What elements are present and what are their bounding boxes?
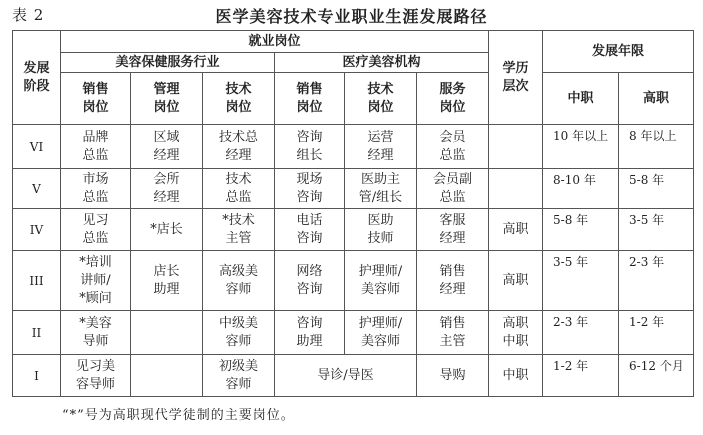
table-row <box>13 209 694 251</box>
table-title: 医学美容技术专业职业生涯发展路径 <box>215 7 488 26</box>
med-technical-cell: 护理师/美容师 <box>345 311 417 355</box>
service-cell: 会员总监 <box>417 125 489 169</box>
management-cell <box>131 355 203 397</box>
header-med-sales: 销售岗位 <box>275 73 345 125</box>
sales-cell: 品牌总监 <box>61 125 131 169</box>
secondary-years-cell: 8-10 年 <box>543 169 619 209</box>
med-technical-cell: 护理师/美容师 <box>345 251 417 311</box>
med-technical-cell: 医助主管/组长 <box>345 169 417 209</box>
stage-cell: II <box>13 311 61 355</box>
header-beauty-industry: 美容保健服务行业 <box>61 53 275 73</box>
secondary-years-cell: 2-3 年 <box>543 311 619 355</box>
header-med-technical: 技术岗位 <box>345 73 417 125</box>
education-cell <box>489 125 543 169</box>
sales-cell: *美容导师 <box>61 311 131 355</box>
table-row <box>13 355 694 397</box>
higher-years-cell: 5-8 年 <box>619 169 694 209</box>
header-management: 管理岗位 <box>131 73 203 125</box>
higher-years-cell: 1-2 年 <box>619 311 694 355</box>
header-years: 发展年限 <box>543 31 694 73</box>
table-number: 表 2 <box>12 6 45 24</box>
med-sales-cell: 现场咨询 <box>275 169 345 209</box>
header-education: 学历层次 <box>489 31 543 125</box>
table-footnote: “*”号为高职现代学徒制的主要岗位。 <box>62 408 295 423</box>
technical-cell: 技术总监 <box>203 169 275 209</box>
stage-cell: III <box>13 251 61 311</box>
technical-cell: 中级美容师 <box>203 311 275 355</box>
secondary-years-cell: 1-2 年 <box>543 355 619 397</box>
header-sales: 销售岗位 <box>61 73 131 125</box>
header-jobs: 就业岗位 <box>61 31 489 53</box>
technical-cell: 技术总经理 <box>203 125 275 169</box>
table-row <box>13 125 694 169</box>
management-cell: *店长 <box>131 209 203 251</box>
med-sales-cell: 网络咨询 <box>275 251 345 311</box>
stage-cell: I <box>13 355 61 397</box>
med-merged-cell: 导诊/导医 <box>275 355 417 397</box>
secondary-years-cell: 3-5 年 <box>543 251 619 311</box>
service-cell: 导购 <box>417 355 489 397</box>
stage-cell: VI <box>13 125 61 169</box>
stage-cell: IV <box>13 209 61 251</box>
career-path-table <box>12 30 694 397</box>
sales-cell: 见习美容导师 <box>61 355 131 397</box>
med-sales-cell: 咨询助理 <box>275 311 345 355</box>
med-technical-cell: 运营经理 <box>345 125 417 169</box>
sales-cell: 见习总监 <box>61 209 131 251</box>
service-cell: 客服经理 <box>417 209 489 251</box>
header-service: 服务岗位 <box>417 73 489 125</box>
management-cell <box>131 311 203 355</box>
table-row <box>13 169 694 209</box>
management-cell: 会所经理 <box>131 169 203 209</box>
med-sales-cell: 咨询组长 <box>275 125 345 169</box>
sales-cell: *培训讲师/*顾问 <box>61 251 131 311</box>
education-cell: 高职 <box>489 251 543 311</box>
technical-cell: *技术主管 <box>203 209 275 251</box>
education-cell <box>489 169 543 209</box>
higher-years-cell: 3-5 年 <box>619 209 694 251</box>
service-cell: 销售主管 <box>417 311 489 355</box>
secondary-years-cell: 10 年以上 <box>543 125 619 169</box>
service-cell: 销售经理 <box>417 251 489 311</box>
higher-years-cell: 2-3 年 <box>619 251 694 311</box>
higher-years-cell: 6-12 个月 <box>619 355 694 397</box>
med-technical-cell: 医助技师 <box>345 209 417 251</box>
header-secondary: 中职 <box>543 73 619 125</box>
table-caption <box>0 4 703 28</box>
higher-years-cell: 8 年以上 <box>619 125 694 169</box>
table-row <box>13 251 694 311</box>
education-cell: 中职 <box>489 355 543 397</box>
education-cell: 高职 <box>489 209 543 251</box>
technical-cell: 初级美容师 <box>203 355 275 397</box>
med-sales-cell: 电话咨询 <box>275 209 345 251</box>
technical-cell: 高级美容师 <box>203 251 275 311</box>
table-row <box>13 311 694 355</box>
education-cell: 高职 中职 <box>489 311 543 355</box>
management-cell: 区域经理 <box>131 125 203 169</box>
header-stage: 发展阶段 <box>13 31 61 125</box>
management-cell: 店长助理 <box>131 251 203 311</box>
stage-cell: V <box>13 169 61 209</box>
sales-cell: 市场总监 <box>61 169 131 209</box>
service-cell: 会员副总监 <box>417 169 489 209</box>
secondary-years-cell: 5-8 年 <box>543 209 619 251</box>
header-medical-institution: 医疗美容机构 <box>275 53 489 73</box>
header-higher: 高职 <box>619 73 694 125</box>
header-technical: 技术岗位 <box>203 73 275 125</box>
